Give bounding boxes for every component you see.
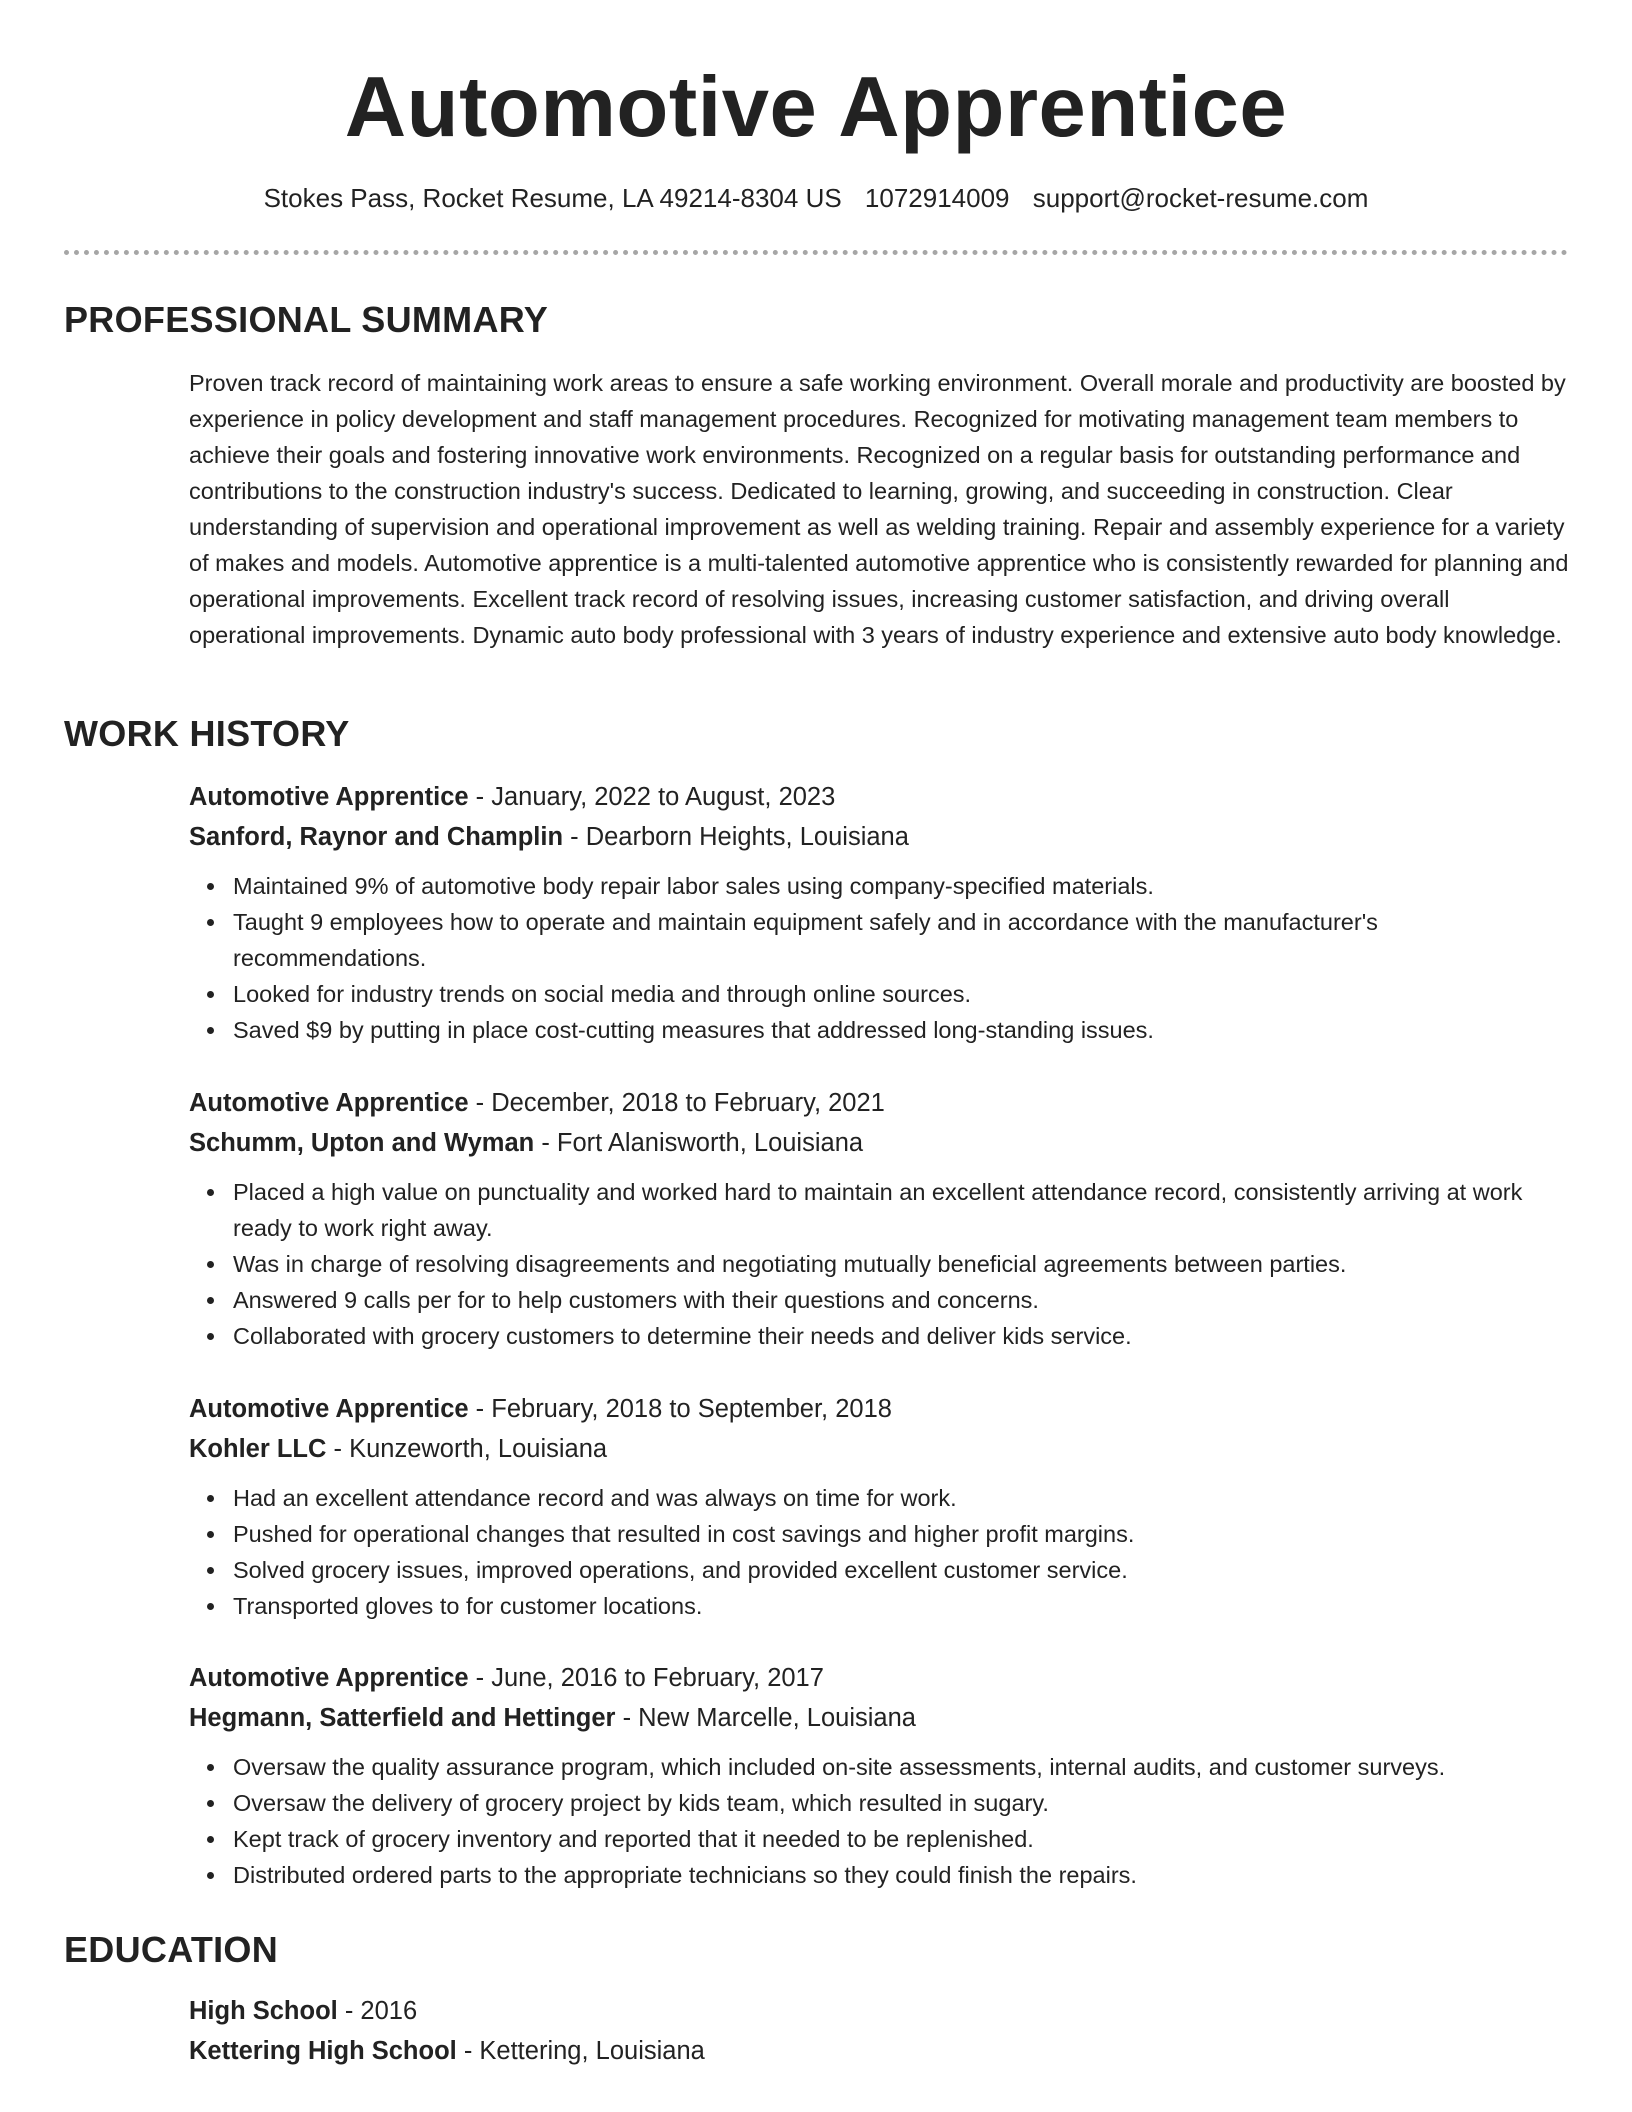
summary-heading: PROFESSIONAL SUMMARY [64, 299, 549, 340]
job-bullet: Pushed for operational changes that resulted in cost savings and higher profit margins. [233, 1516, 1569, 1552]
job-title-line [189, 1658, 1569, 1698]
job-bullet: Had an excellent attendance record and was always on time for work. [233, 1480, 1569, 1516]
work-history-heading: WORK HISTORY [64, 713, 350, 754]
job-location: - Kunzeworth, Louisiana [326, 1435, 608, 1463]
job-bullets [189, 868, 1569, 1048]
job-bullet: Oversaw the delivery of grocery project by kids team, which resulted in sugary. [233, 1785, 1569, 1821]
education-year: - 2016 [337, 1997, 418, 2025]
job-bullet: Answered 9 calls per for to help customers with their questions and concerns. [233, 1282, 1569, 1318]
job-role: Automotive Apprentice [189, 783, 469, 811]
job-role: Automotive Apprentice [189, 1089, 469, 1117]
summary-text: Proven track record of maintaining work areas to ensure a safe working environment. Overall morale and productivity are boosted by experience in policy development and staff management procedures. Recognized for motivating management team members to achieve their goals and fostering innovative work environments. Recognized on a regular basis for outstanding performance and contributions to the construction industry's success. Dedicated to learning, growing, and succeeding in construction. Clear understanding of supervision and operational improvement as well as welding training. Repair and assembly experience for a variety of makes and models. Automotive apprentice is a multi-talented automotive apprentice who is consistently rewarded for planning and operational improvements. Excellent track record of resolving issues, increasing customer satisfaction, and driving overall operational improvements. Dynamic auto body professional with 3 years of industry experience and extensive auto body knowledge. [189, 370, 1569, 648]
job-bullet: Collaborated with grocery customers to determine their needs and deliver kids service. [233, 1318, 1569, 1354]
job-entry [189, 1389, 1569, 1624]
job-company-line [189, 1123, 1569, 1163]
job-dates: - June, 2016 to February, 2017 [468, 1664, 824, 1692]
job-bullet: Looked for industry trends on social media and through online sources. [233, 976, 1569, 1012]
contact-line [0, 180, 1632, 216]
contact-phone: 1072914009 [864, 183, 1010, 213]
job-location: - New Marcelle, Louisiana [615, 1704, 916, 1732]
job-entry [189, 777, 1569, 1048]
job-company: Schumm, Upton and Wyman [189, 1129, 535, 1157]
job-title-line [189, 1083, 1569, 1123]
job-bullet: Maintained 9% of automotive body repair labor sales using company-specified materials. [233, 868, 1569, 904]
job-bullet: Oversaw the quality assurance program, which included on-site assessments, internal audits, and customer surveys. [233, 1749, 1569, 1785]
job-location: - Fort Alanisworth, Louisiana [534, 1129, 864, 1157]
education-school-line [189, 2031, 1569, 2071]
header-divider [64, 250, 1568, 255]
job-company-line [189, 1698, 1569, 1738]
job-bullet: Solved grocery issues, improved operations, and provided excellent customer service. [233, 1552, 1569, 1588]
job-entry [189, 1083, 1569, 1354]
job-bullets [189, 1749, 1569, 1893]
job-bullet: Kept track of grocery inventory and reported that it needed to be replenished. [233, 1821, 1569, 1857]
job-dates: - February, 2018 to September, 2018 [468, 1395, 892, 1423]
education-entry [189, 1991, 1569, 2071]
job-entry [189, 1658, 1569, 1893]
contact-email: support@rocket-resume.com [1032, 183, 1369, 213]
job-company: Sanford, Raynor and Champlin [189, 823, 564, 851]
job-title-line [189, 1389, 1569, 1429]
job-bullet: Was in charge of resolving disagreements and negotiating mutually beneficial agreements between parties. [233, 1246, 1569, 1282]
job-title-line [189, 777, 1569, 817]
job-company: Kohler LLC [189, 1435, 327, 1463]
job-role: Automotive Apprentice [189, 1395, 469, 1423]
education-location: - Kettering, Louisiana [456, 2037, 705, 2065]
education-degree-line [189, 1991, 1569, 2031]
job-bullet: Placed a high value on punctuality and worked hard to maintain an excellent attendance record, consistently arriving at work ready to work right away. [233, 1174, 1569, 1246]
job-role: Automotive Apprentice [189, 1664, 469, 1692]
job-bullet: Transported gloves to for customer locations. [233, 1588, 1569, 1624]
job-bullet: Taught 9 employees how to operate and maintain equipment safely and in accordance with the manufacturer's recommendations. [233, 904, 1569, 976]
candidate-name: Automotive Apprentice [344, 60, 1288, 155]
job-company-line [189, 1429, 1569, 1469]
job-bullets [189, 1174, 1569, 1354]
job-company: Hegmann, Satterfield and Hettinger [189, 1704, 616, 1732]
job-location: - Dearborn Heights, Louisiana [563, 823, 909, 851]
job-bullet: Saved $9 by putting in place cost-cutting measures that addressed long-standing issues. [233, 1012, 1569, 1048]
contact-address: Stokes Pass, Rocket Resume, LA 49214-8304 US [263, 183, 842, 213]
job-dates: - December, 2018 to February, 2021 [468, 1089, 885, 1117]
job-bullets [189, 1480, 1569, 1624]
job-bullet: Distributed ordered parts to the appropriate technicians so they could finish the repairs. [233, 1857, 1569, 1893]
education-degree: High School [189, 1997, 338, 2025]
education-heading: EDUCATION [64, 1929, 279, 1970]
job-company-line [189, 817, 1569, 857]
education-school: Kettering High School [189, 2037, 457, 2065]
job-dates: - January, 2022 to August, 2023 [468, 783, 836, 811]
